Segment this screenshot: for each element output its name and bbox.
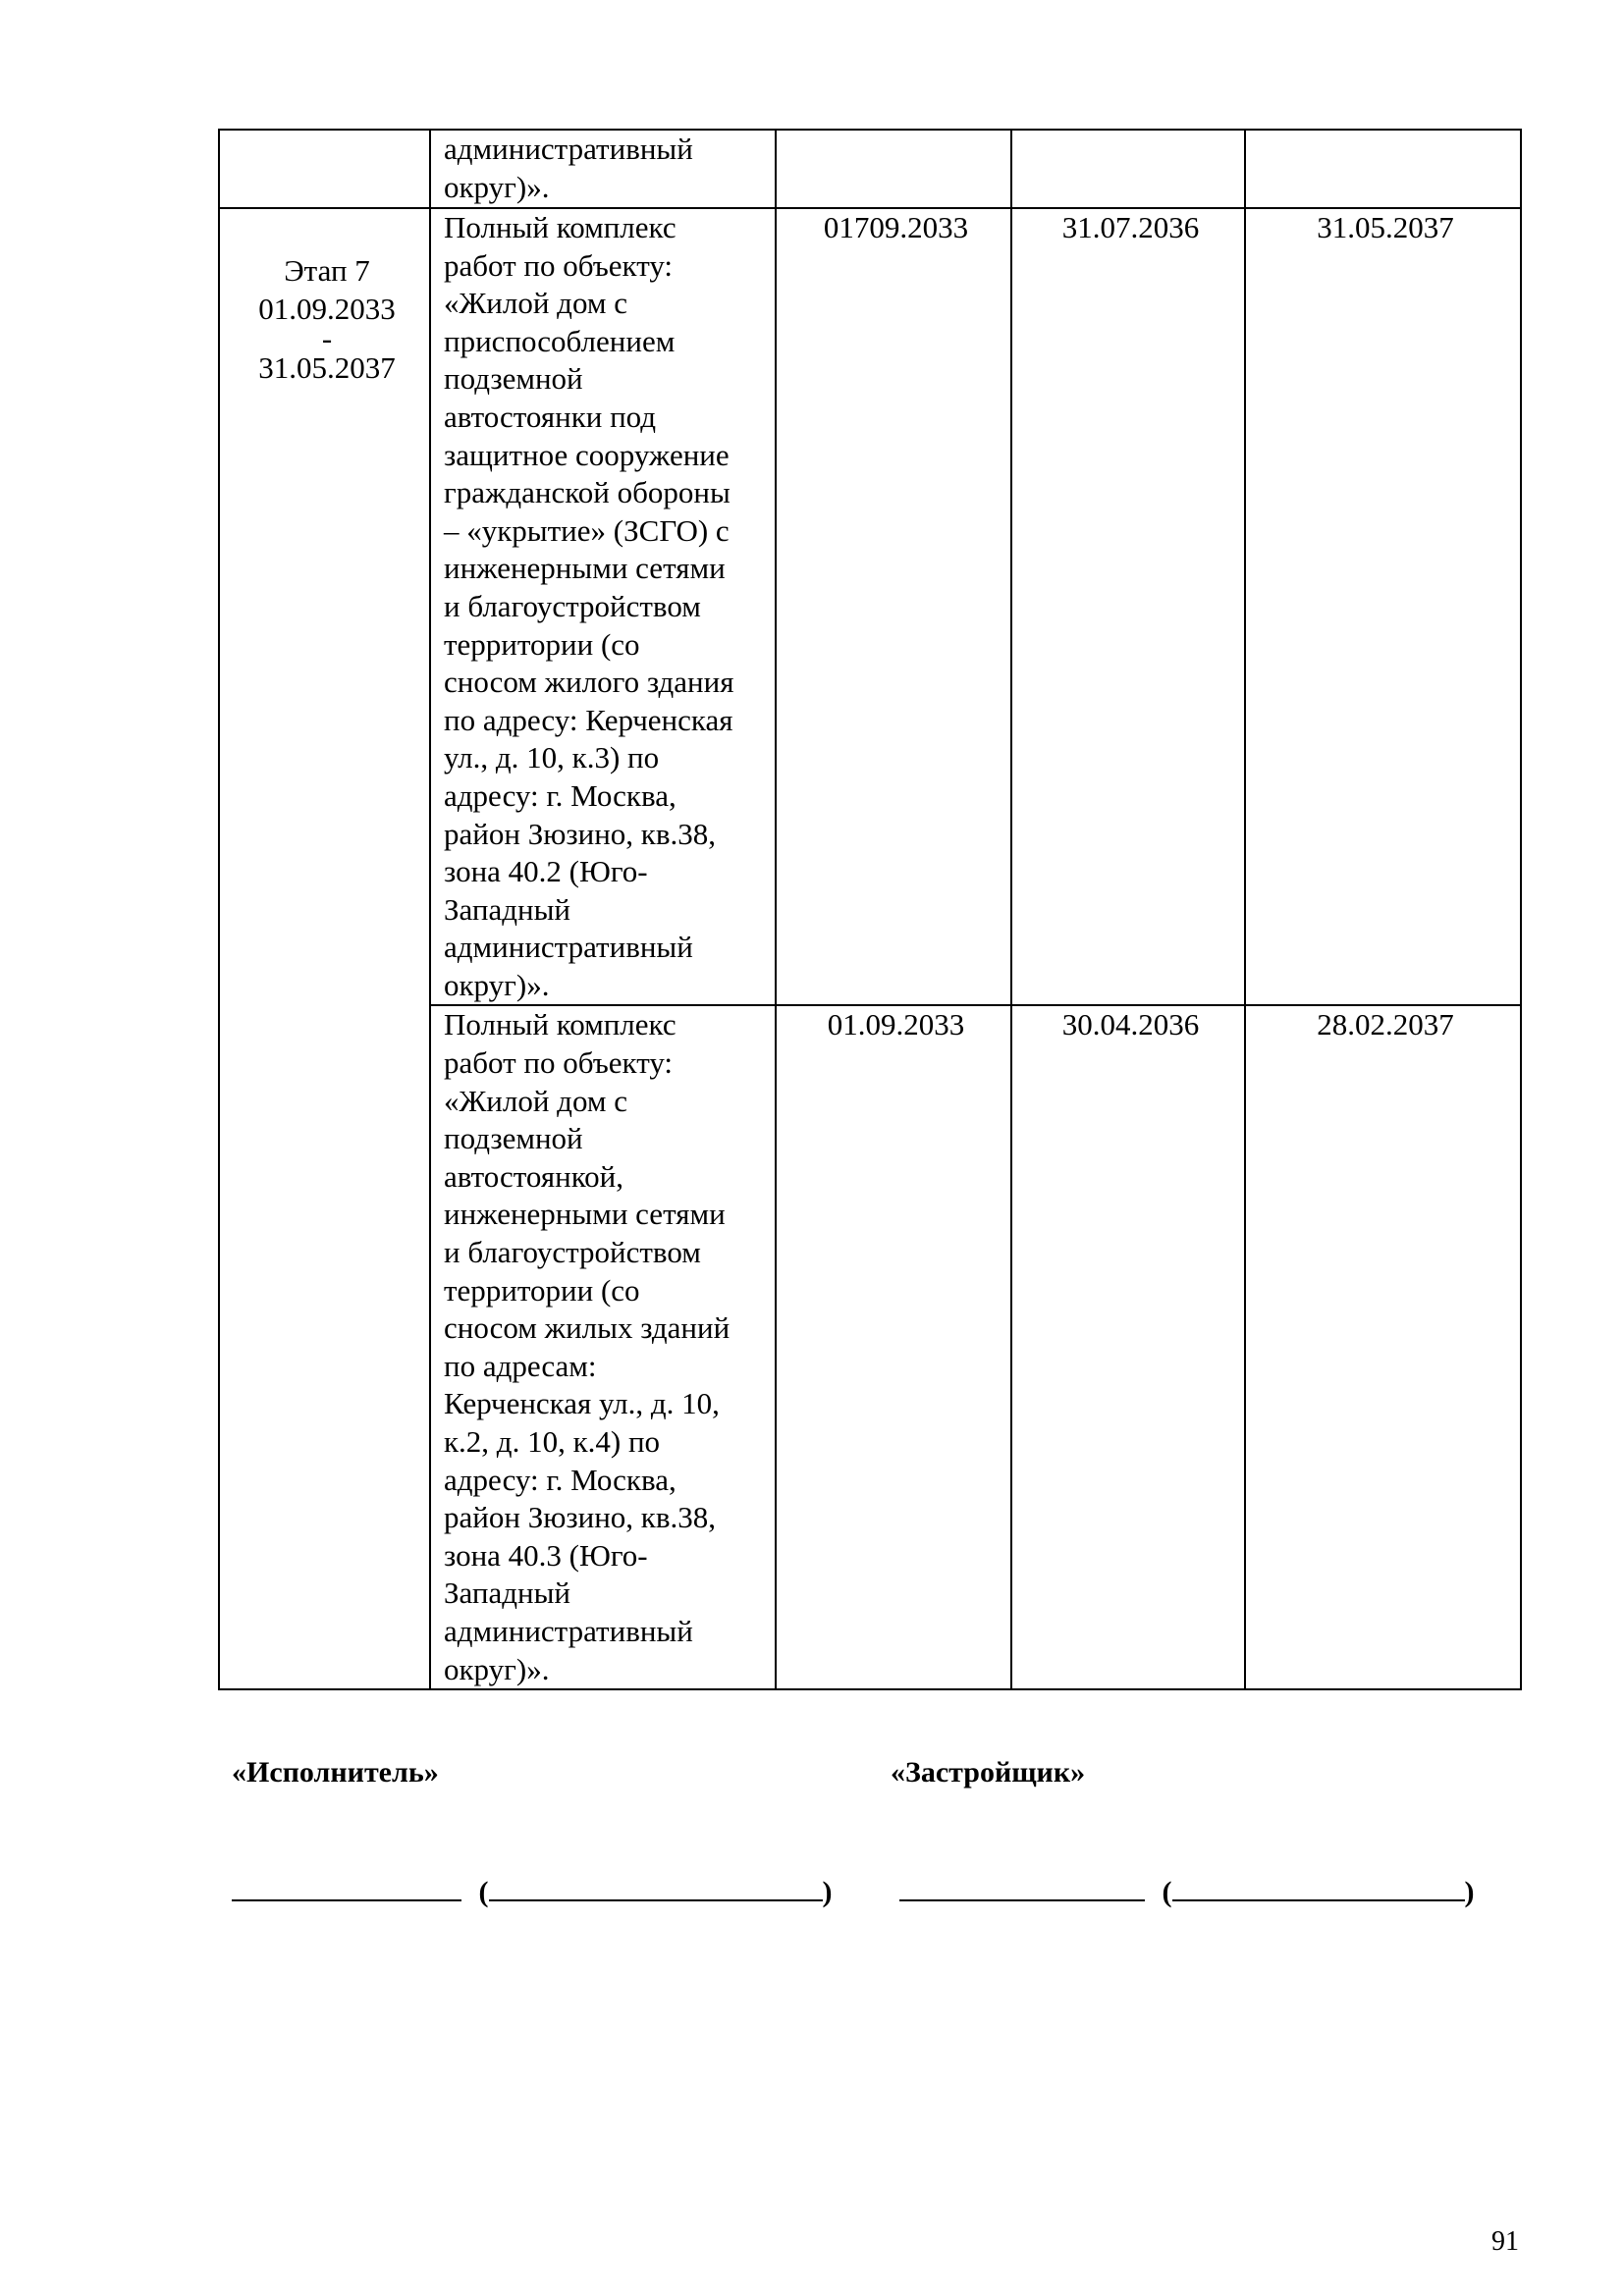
description-line: ул., д. 10, к.3) по <box>444 740 660 775</box>
start-date-cell: 01709.2033 <box>776 208 1011 1005</box>
schedule-table <box>218 129 1522 1690</box>
developer-signature-line <box>899 1872 1475 1909</box>
end-date-cell: 28.02.2037 <box>1245 1005 1521 1689</box>
description-line: территории (со <box>444 626 640 662</box>
description-line: подземной <box>444 1121 583 1156</box>
description-line: зона 40.3 (Юго- <box>444 1537 648 1573</box>
stage-cell <box>219 208 430 1689</box>
description-line: сносом жилых зданий <box>444 1310 731 1346</box>
mid-date-cell: 30.04.2036 <box>1011 1005 1245 1689</box>
description-line: округ)». <box>444 967 550 1002</box>
start-date-cell: 01.09.2033 <box>776 1005 1011 1689</box>
contractor-paren-open: ( <box>478 1876 489 1908</box>
description-line: подземной <box>444 361 583 397</box>
description-line: инженерными сетями <box>444 1197 726 1232</box>
stage-separator: - <box>321 321 333 356</box>
description-line: Керченская ул., д. 10, <box>444 1386 720 1421</box>
stage-end-date: 31.05.2037 <box>258 350 396 386</box>
description-line: адресу: г. Москва, <box>444 777 677 813</box>
description-cell <box>430 130 776 208</box>
description-line: по адресу: Керченская <box>444 702 733 737</box>
description-line: работ по объекту: <box>444 1045 674 1081</box>
description-line: сносом жилого здания <box>444 665 734 700</box>
description-line: административный <box>444 1613 693 1648</box>
end-date-cell: 31.05.2037 <box>1245 208 1521 1005</box>
table-row <box>219 208 1521 1005</box>
description-line: территории (со <box>444 1272 640 1308</box>
description-line: инженерными сетями <box>444 551 726 586</box>
description-cell <box>430 208 776 1005</box>
developer-paren-close: ) <box>1464 1876 1475 1908</box>
contractor-paren-close: ) <box>822 1876 833 1908</box>
description-cell <box>430 1005 776 1689</box>
description-line: работ по объекту: <box>444 247 674 283</box>
description-line: административный <box>444 930 693 965</box>
stage-cell-empty <box>219 130 430 208</box>
contractor-name-blank <box>489 1872 823 1901</box>
contractor-signature-line <box>232 1872 833 1909</box>
description-line: «Жилой дом с <box>444 286 627 321</box>
description-line: автостоянки под <box>444 399 657 434</box>
contractor-label: «Исполнитель» <box>232 1756 439 1789</box>
description-line: Западный <box>444 891 571 927</box>
description-line: адресу: г. Москва, <box>444 1462 677 1497</box>
start-date-cell <box>776 130 1011 208</box>
description-line: по адресам: <box>444 1348 597 1383</box>
stage-period <box>233 209 421 388</box>
description-line: приспособлением <box>444 323 676 358</box>
developer-label: «Застройщик» <box>891 1756 1086 1789</box>
description-line: округ)». <box>444 1651 550 1686</box>
table-row <box>219 130 1521 208</box>
page-number: 91 <box>1491 2226 1519 2257</box>
description-line: район Зюзино, кв.38, <box>444 1500 717 1535</box>
description-line: округ)». <box>444 169 550 204</box>
stage-title: Этап 7 <box>284 253 370 288</box>
description-line: автостоянкой, <box>444 1158 624 1194</box>
description-line: район Зюзино, кв.38, <box>444 816 717 851</box>
end-date-cell <box>1245 130 1521 208</box>
stage-start-date: 01.09.2033 <box>258 291 396 326</box>
developer-signature-blank <box>899 1872 1145 1901</box>
description-line: Полный комплекс <box>444 1007 677 1042</box>
description-line: защитное сооружение <box>444 437 730 472</box>
description-line: к.2, д. 10, к.4) по <box>444 1424 661 1459</box>
description-line: и благоустройством <box>444 1235 701 1270</box>
description-line: зона 40.2 (Юго- <box>444 854 648 889</box>
description-line: Западный <box>444 1575 571 1611</box>
description-line: и благоустройством <box>444 588 701 623</box>
mid-date-cell: 31.07.2036 <box>1011 208 1245 1005</box>
description-line: административный <box>444 132 693 166</box>
description-line: гражданской обороны <box>444 475 731 510</box>
description-line: – «укрытие» (ЗСГО) с <box>444 512 730 548</box>
description-line: «Жилой дом с <box>444 1083 627 1118</box>
description-line: Полный комплекс <box>444 210 677 244</box>
developer-paren-open: ( <box>1162 1876 1172 1908</box>
contractor-signature-blank <box>232 1872 461 1901</box>
mid-date-cell <box>1011 130 1245 208</box>
developer-name-blank <box>1172 1872 1465 1901</box>
